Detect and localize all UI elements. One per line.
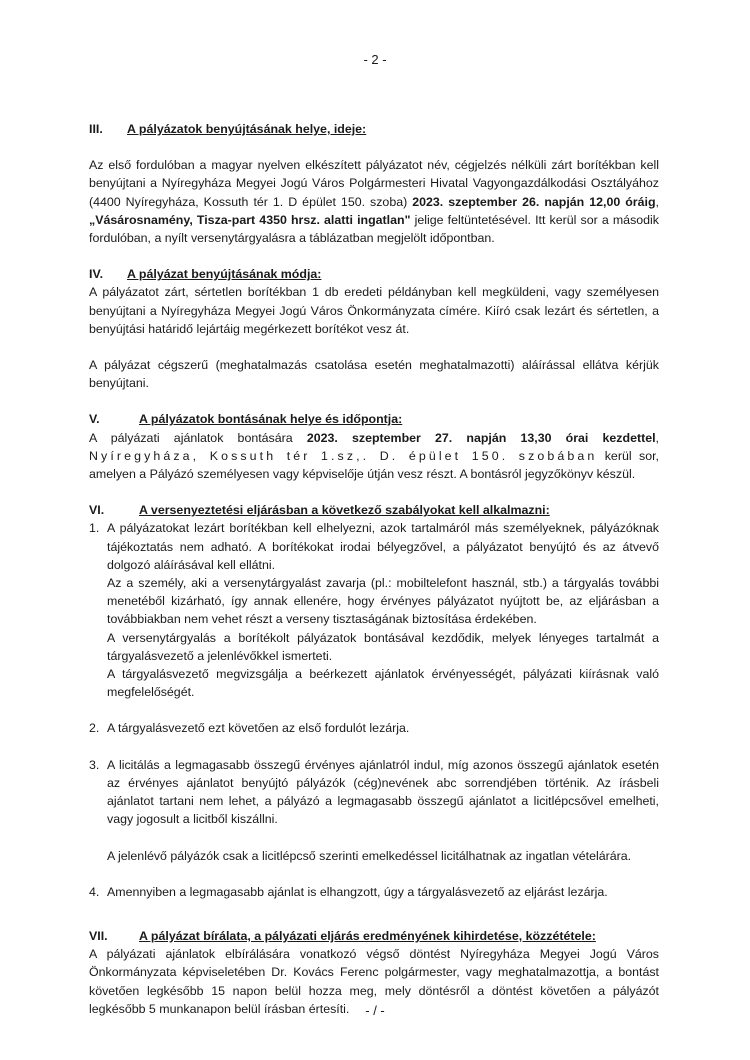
section-heading [89, 410, 659, 428]
section-paragraph: A pályázat cégszerű (meghatalmazás csatolása esetén meghatalmazotti) aláírással ellátva kérjük benyújtani. [89, 358, 659, 391]
rule-number: 4. [89, 884, 100, 899]
page-marker-footer: - / - [365, 1003, 385, 1018]
rule-paragraph: A tárgyalásvezető megvizsgálja a beérkezett ajánlatok érvényességét, pályázati kiírásnak való megfelelőségét. [107, 667, 659, 700]
section-heading [89, 265, 659, 283]
section-iv [89, 265, 659, 392]
rule-item [89, 756, 659, 865]
rule-paragraph: A pályázatokat lezárt borítékban kell elhelyezni, azok tartalmáról más személyeknek, pályázóknak tájékoztatás nem adható. A borítékokat irodai bélyegzővel, a pályázatot benyújtó és az átvevő dolgozó aláírásával kell ellátni. [107, 521, 659, 572]
section-number: III. [89, 122, 103, 136]
section-iii [89, 120, 659, 247]
opening-location-text: Nyíregyháza, Kossuth tér 1.sz,. D. épület 150. szobában [89, 448, 598, 463]
page-number-header: - 2 - [363, 52, 387, 67]
rule-paragraph: Amennyiben a legmagasabb ajánlat is elhangzott, úgy a tárgyalásvezető az eljárást lezárja. [107, 884, 608, 899]
rule-item [89, 883, 659, 901]
rule-paragraph: Az a személy, aki a versenytárgyalást zavarja (pl.: mobiltelefont használ, stb.) a tárgyalás további menetéből kizárható, így annak ellenére, hogy érvényes pályázatot nyújtott be, az eljárásban a továbbiakban nem vehet részt a verseny tisztaságának biztosítása érdekében. [107, 576, 659, 627]
rule-paragraph: A licitálás a legmagasabb összegű érvényes ajánlatról indul, míg azonos összegű ajánlatok esetén az érvényes ajánlatot benyújtó pályázók (cég)nevének abc sorrendjében történik. Az írásbeli ajánlatot tartani nem lehet, a pályázó a legmagasabb összegű ajánlatot a licitlépcsővel emelheti, vagy jogosult a licitből kiszállni. [107, 757, 659, 827]
section-title: A pályázatok bontásának helye és időpontja: [139, 412, 403, 427]
section-heading [89, 927, 659, 945]
section-vi [89, 501, 659, 901]
code-phrase: „Vásárosnamény, Tisza-part 4350 hrsz. alatti ingatlan" [89, 212, 411, 227]
rule-paragraph: A tárgyalásvezető ezt követően az első fordulót lezárja. [107, 721, 410, 736]
section-title: A pályázat bírálata, a pályázati eljárás eredményének kihirdetése, közzététele: [139, 928, 596, 943]
rule-item [89, 719, 659, 737]
rule-paragraph: A jelenlévő pályázók csak a licitlépcső szerinti emelkedéssel licitálhatnak az ingatlan vételárára. [107, 848, 632, 863]
section-number: IV. [89, 267, 104, 282]
rule-paragraph: A versenytárgyalás a borítékolt pályázatok bontásával kezdődik, melyek lényeges tartalmát a tárgyalásvezető a jelenlévőkkel ismerteti. [107, 630, 659, 663]
rule-number: 3. [89, 757, 100, 772]
section-v [89, 410, 659, 483]
rule-number: 2. [89, 721, 100, 736]
text-run: Az első fordulóban a magyar nyelven elkészített pályázatot név, cégjelzés nélküli zárt borítékban kell benyújtani a Nyíregyháza Megyei Jogú Város Polgármesteri Hivatal Vagyongazdálkodási Osztályához (4400 Nyíregyháza, Kossuth tér 1. D épület 150. szoba) [89, 158, 659, 209]
section-number: VI. [89, 503, 105, 518]
deadline-text: 2023. szeptember 26. napján 12,00 óráig [412, 194, 656, 209]
section-number: VII. [89, 928, 108, 943]
text-run: kerül sor, amelyen a Pályázó személyesen vagy képviselője útján vesz részt. A bontásról jegyzőkönyv készül. [89, 448, 659, 482]
section-paragraph: A pályázatot zárt, sértetlen borítékban 1 db eredeti példányban kell megküldeni, vagy személyesen benyújtani a Nyíregyháza Megyei Jogú Város Önkormányzata címére. Kiíró csak lezárt és sértetlen, a benyújtási határidő lejártáig megérkezett borítékot vesz át. [89, 285, 659, 336]
rule-item [89, 519, 659, 701]
text-run: , [655, 194, 659, 209]
section-title: A pályázatok benyújtásának helye, ideje: [127, 122, 367, 136]
rules-list [89, 519, 659, 900]
text-run: , [655, 430, 659, 445]
section-paragraph [89, 429, 659, 484]
section-paragraph: A pályázati ajánlatok elbírálására vonatkozó végső döntést Nyíregyháza Megyei Jogú Város Önkormányzata képviseletében Dr. Kovács Ferenc polgármester, vagy meghatalmazottja, a bontást követően legkésőbb 15 napon belül hozza meg, mely döntésről a döntést követően a pályázót legkésőbb 5 munkanapon belül írásban értesíti. [89, 947, 659, 1016]
section-number: V. [89, 412, 100, 427]
opening-date-text: 2023. szeptember 27. napján 13,30 órai kezdettel [306, 430, 656, 445]
text-run: jelige feltüntetésével. Itt kerül sor a második fordulóban, a nyílt versenytárgyalásra a táblázatban megjelölt időpontban. [89, 212, 659, 246]
document-body [89, 120, 659, 1018]
rule-number: 1. [89, 521, 100, 536]
section-heading [89, 501, 659, 519]
section-heading [89, 120, 659, 138]
section-title: A pályázat benyújtásának módja: [127, 267, 322, 282]
text-run: A pályázati ajánlatok bontására [89, 430, 307, 445]
section-title: A versenyeztetési eljárásban a következő szabályokat kell alkalmazni: [139, 503, 550, 518]
section-paragraph [89, 156, 659, 247]
